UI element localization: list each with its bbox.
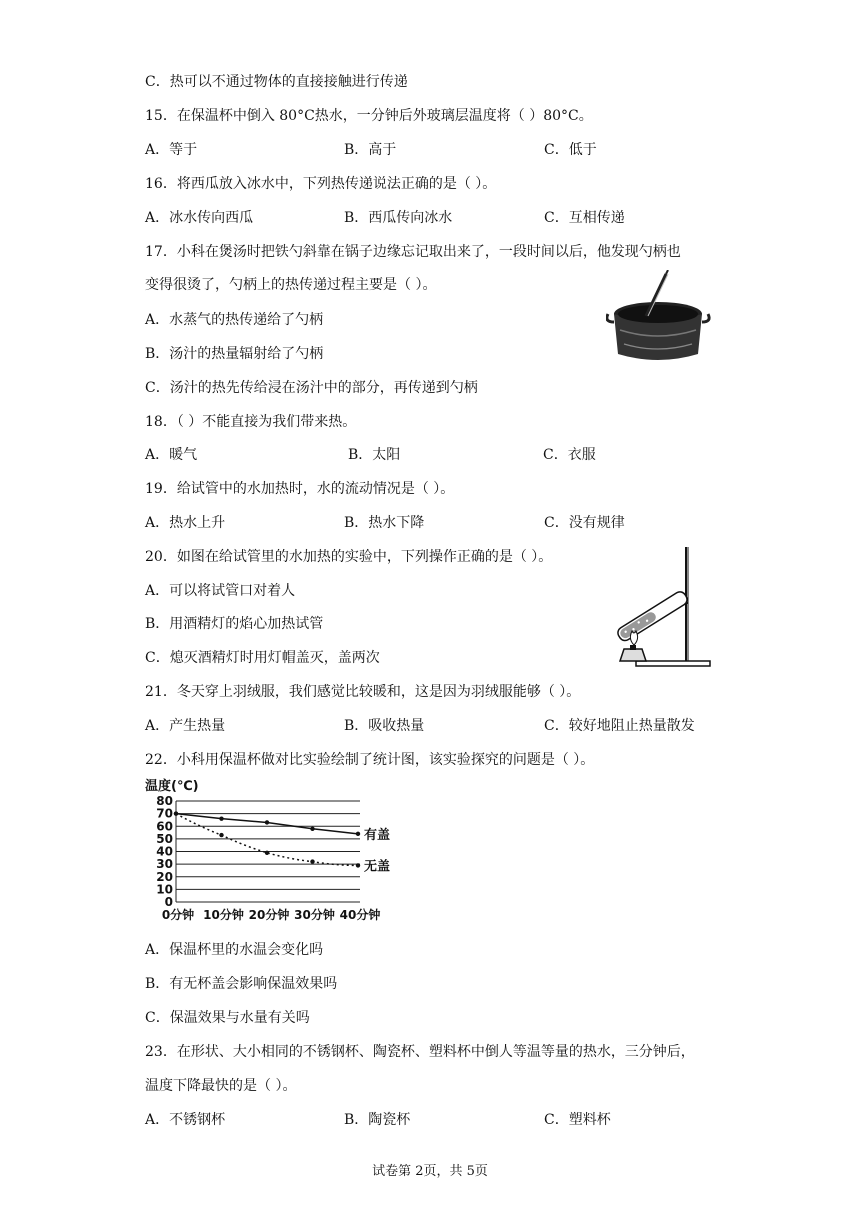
y-tick-label: 40 (156, 844, 173, 859)
q17-option-a[interactable]: A．水蒸气的热传递给了勺柄 (145, 312, 324, 328)
q17-option-b[interactable]: B．汤汁的热量辐射给了勺柄 (145, 346, 324, 362)
q21-stem: 21．冬天穿上羽绒服，我们感觉比较暖和，这是因为羽绒服能够（ ）。 (145, 684, 581, 700)
q20-option-c[interactable]: C．熄灭酒精灯时用灯帽盖灭，盖两次 (145, 650, 380, 666)
q21-option-b[interactable]: B．吸收热量 (344, 718, 425, 734)
test-tube-heating-icon (608, 545, 712, 667)
y-tick-label: 60 (156, 819, 173, 834)
chart-y-axis-label: 温度(℃) (145, 779, 199, 794)
q15-option-c[interactable]: C．低于 (544, 142, 597, 158)
x-tick-label: 30分钟 (294, 908, 335, 922)
q16-option-b[interactable]: B．西瓜传向冰水 (344, 210, 453, 226)
q22-stem: 22．小科用保温杯做对比实验绘制了统计图，该实验探究的问题是（ ）。 (145, 752, 595, 768)
y-tick-label: 70 (156, 806, 173, 821)
y-tick-label: 10 (156, 882, 173, 897)
q18-stem: 18．（ ）不能直接为我们带来热。 (145, 414, 357, 430)
q17-option-c[interactable]: C．汤汁的热先传给浸在汤汁中的部分，再传递到勺柄 (145, 380, 478, 396)
q17-stem-line1: 17．小科在煲汤时把铁勺斜靠在锅子边缘忘记取出来了，一段时间以后，他发现勺柄也 (145, 244, 681, 260)
y-tick-label: 30 (156, 857, 173, 872)
q20-option-b[interactable]: B．用酒精灯的焰心加热试管 (145, 616, 324, 632)
q17-stem-line2: 变得很烫了，勺柄上的热传递过程主要是（ ）。 (145, 277, 437, 293)
q22-option-c[interactable]: C．保温效果与水量有关吗 (145, 1010, 310, 1026)
q20-stem: 20．如图在给试管里的水加热的实验中，下列操作正确的是（ ）。 (145, 549, 553, 565)
y-tick-label: 20 (156, 869, 173, 884)
q19-option-b[interactable]: B．热水下降 (344, 515, 425, 531)
chart-y-ticks (156, 794, 173, 909)
series-label: 无盖 (364, 859, 391, 875)
q16-option-c[interactable]: C．互相传递 (544, 210, 625, 226)
series-point (219, 816, 223, 820)
q23-option-a[interactable]: A．不锈钢杯 (145, 1112, 226, 1128)
q21-option-a[interactable]: A．产生热量 (145, 718, 226, 734)
q23-option-b[interactable]: B．陶瓷杯 (344, 1112, 411, 1128)
q23-stem-line1: 23．在形状、大小相同的不锈钢杯、陶瓷杯、塑料杯中倒人等温等量的热水，三分钟后， (145, 1044, 695, 1060)
series-point (219, 833, 223, 837)
q19-stem: 19．给试管中的水加热时，水的流动情况是（ ）。 (145, 481, 455, 497)
q15-option-a[interactable]: A．等于 (145, 142, 198, 158)
series-point (174, 811, 178, 815)
q14-option-c: C．热可以不通过物体的直接接触进行传递 (145, 74, 408, 90)
q19-option-a[interactable]: A．热水上升 (145, 515, 226, 531)
temperature-line-chart (140, 775, 400, 935)
q15-option-b[interactable]: B．高于 (344, 142, 397, 158)
chart-x-ticks (162, 907, 381, 922)
q18-option-c[interactable]: C．衣服 (543, 447, 596, 463)
q22-option-a[interactable]: A．保温杯里的水温会变化吗 (145, 942, 324, 958)
series-point (356, 832, 360, 836)
x-tick-label: 20分钟 (248, 908, 290, 922)
series-point (310, 827, 314, 831)
page-footer: 试卷第 2页，共 5页 (372, 1164, 488, 1179)
q18-option-b[interactable]: B．太阳 (348, 447, 401, 463)
q21-option-c[interactable]: C．较好地阻止热量散发 (544, 718, 695, 734)
q20-option-a[interactable]: A．可以将试管口对着人 (145, 583, 296, 599)
pot-with-spoon-icon (606, 270, 714, 366)
y-tick-label: 80 (156, 794, 173, 808)
x-tick-label: 40分钟 (339, 908, 381, 922)
series-point (265, 820, 269, 824)
y-tick-label: 50 (156, 831, 173, 846)
q23-stem-line2: 温度下降最快的是（ ）。 (145, 1078, 297, 1094)
q15-stem: 15．在保温杯中倒入 80°C热水，一分钟后外玻璃层温度将（ ）80°C。 (145, 108, 593, 124)
q19-option-c[interactable]: C．没有规律 (544, 515, 625, 531)
q22-option-b[interactable]: B．有无杯盖会影响保温效果吗 (145, 976, 338, 992)
q23-option-c[interactable]: C．塑料杯 (544, 1112, 611, 1128)
q16-option-a[interactable]: A．冰水传向西瓜 (145, 210, 254, 226)
x-tick-label: 0分钟 (161, 908, 195, 922)
y-tick-label: 0 (164, 895, 173, 909)
chart-series (174, 811, 390, 874)
q18-option-a[interactable]: A．暖气 (145, 447, 198, 463)
q16-stem: 16．将西瓜放入冰水中，下列热传递说法正确的是（ ）。 (145, 176, 497, 192)
series-label: 有盖 (364, 827, 391, 843)
series-point (265, 851, 269, 855)
x-tick-label: 10分钟 (203, 908, 244, 922)
series-point (356, 863, 360, 867)
series-point (310, 859, 314, 863)
